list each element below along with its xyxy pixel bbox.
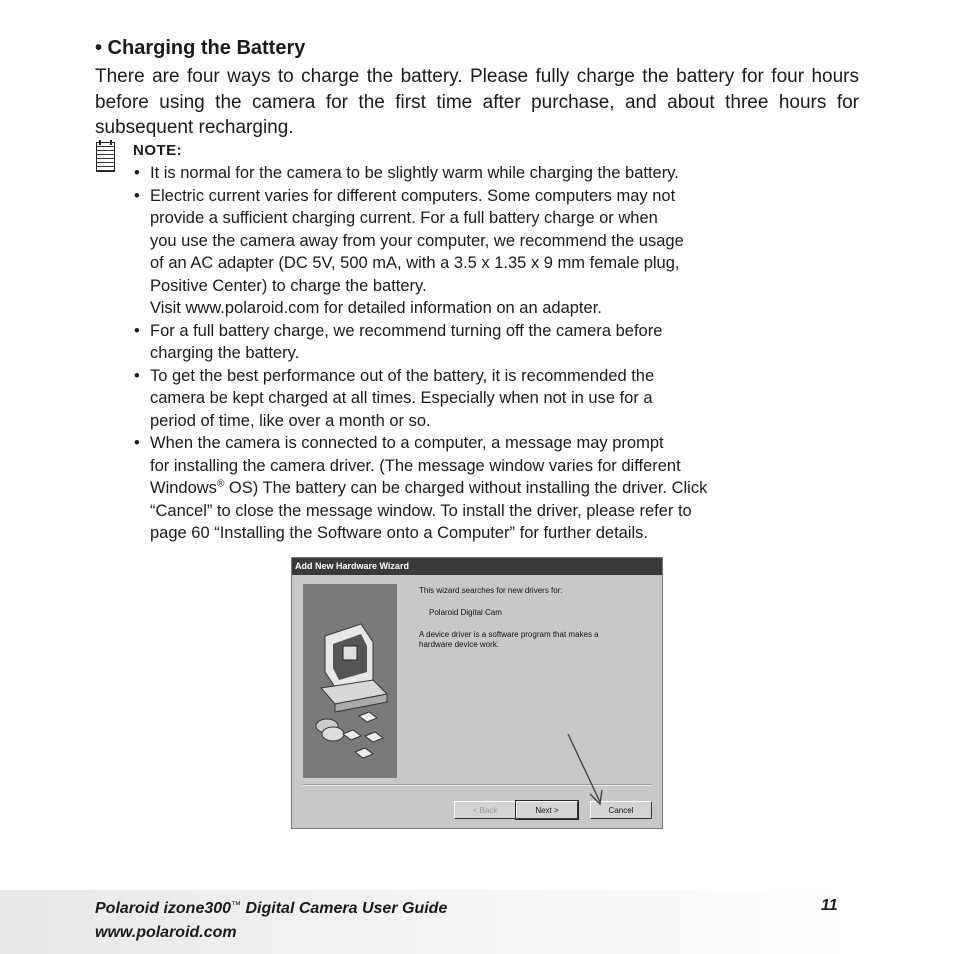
registered-mark: ®: [216, 478, 225, 490]
note-item: [133, 162, 863, 185]
note-item: [133, 432, 863, 545]
wizard-title-bar: Add New Hardware Wizard: [292, 558, 662, 575]
note-title: NOTE:: [133, 142, 183, 159]
note-list: [133, 162, 863, 545]
note-text: for installing the camera driver. (The message window varies for different: [150, 456, 681, 475]
wizard-text: [419, 586, 649, 662]
note-text: Visit www.polaroid.com for detailed information on an adapter.: [150, 299, 602, 317]
note-text: OS) The battery can be charged without installing the driver. Click: [224, 479, 708, 497]
note-text: page 60 “Installing the Software onto a Computer” for further details.: [150, 524, 649, 542]
note-text: To get the best performance out of the battery, it is recommended the: [150, 366, 655, 385]
note-text: Positive Center) to charge the battery.: [150, 276, 427, 295]
wizard-computer-illustration: [303, 584, 397, 778]
arrow-icon: [562, 730, 622, 810]
note-text: Windows: [150, 479, 217, 497]
wizard-back-button[interactable]: < Back: [454, 801, 516, 819]
wizard-device-name: Polaroid Digital Cam: [429, 608, 502, 617]
note-text: you use the camera away from your computer, we recommend the usage: [150, 231, 684, 250]
wizard-line: A device driver is a software program that makes a hardware device work.: [419, 630, 599, 649]
note-item: [133, 365, 863, 433]
section-heading: • Charging the Battery: [95, 37, 306, 59]
wizard-line: This wizard searches for new drivers for:: [419, 586, 563, 595]
note-item: [133, 320, 863, 365]
note-text: period of time, like over a month or so.: [150, 411, 431, 430]
trademark-mark: ™: [231, 900, 242, 911]
note-text: of an AC adapter (DC 5V, 500 mA, with a 3.5 x 1.35 x 9 mm female plug,: [150, 254, 680, 272]
note-item: [133, 185, 863, 320]
note-text: camera be kept charged at all times. Especially when not in use for a: [150, 389, 653, 407]
footer-guide: Digital Camera User Guide: [241, 900, 448, 917]
note-text: Electric current varies for different computers. Some computers may not: [150, 186, 676, 205]
footer-url: www.polaroid.com: [95, 924, 237, 941]
intro-paragraph: There are four ways to charge the battery. Please fully charge the battery for four hours before using the camera for the first time after purchase, and about three hours for subsequent recharging.: [95, 66, 859, 138]
wizard-next-button[interactable]: Next >: [516, 801, 578, 819]
footer-product: Polaroid izone300: [95, 900, 232, 917]
note-text: “Cancel” to close the message window. To install the driver, please refer to: [150, 501, 692, 520]
note-icon: [96, 142, 115, 172]
page-number: 11: [821, 897, 838, 914]
wizard-cancel-button[interactable]: Cancel: [590, 801, 652, 819]
computer-icon: [303, 584, 397, 778]
note-text: provide a sufficient charging current. For a full battery charge or when: [150, 209, 658, 227]
note-text: It is normal for the camera to be slightly warm while charging the battery.: [150, 164, 679, 182]
note-text: For a full battery charge, we recommend turning off the camera before: [150, 321, 663, 340]
note-text: When the camera is connected to a computer, a message may prompt: [150, 434, 664, 452]
note-text: charging the battery.: [150, 344, 300, 362]
hardware-wizard-screenshot: [291, 557, 663, 829]
footer-title: [95, 900, 447, 918]
